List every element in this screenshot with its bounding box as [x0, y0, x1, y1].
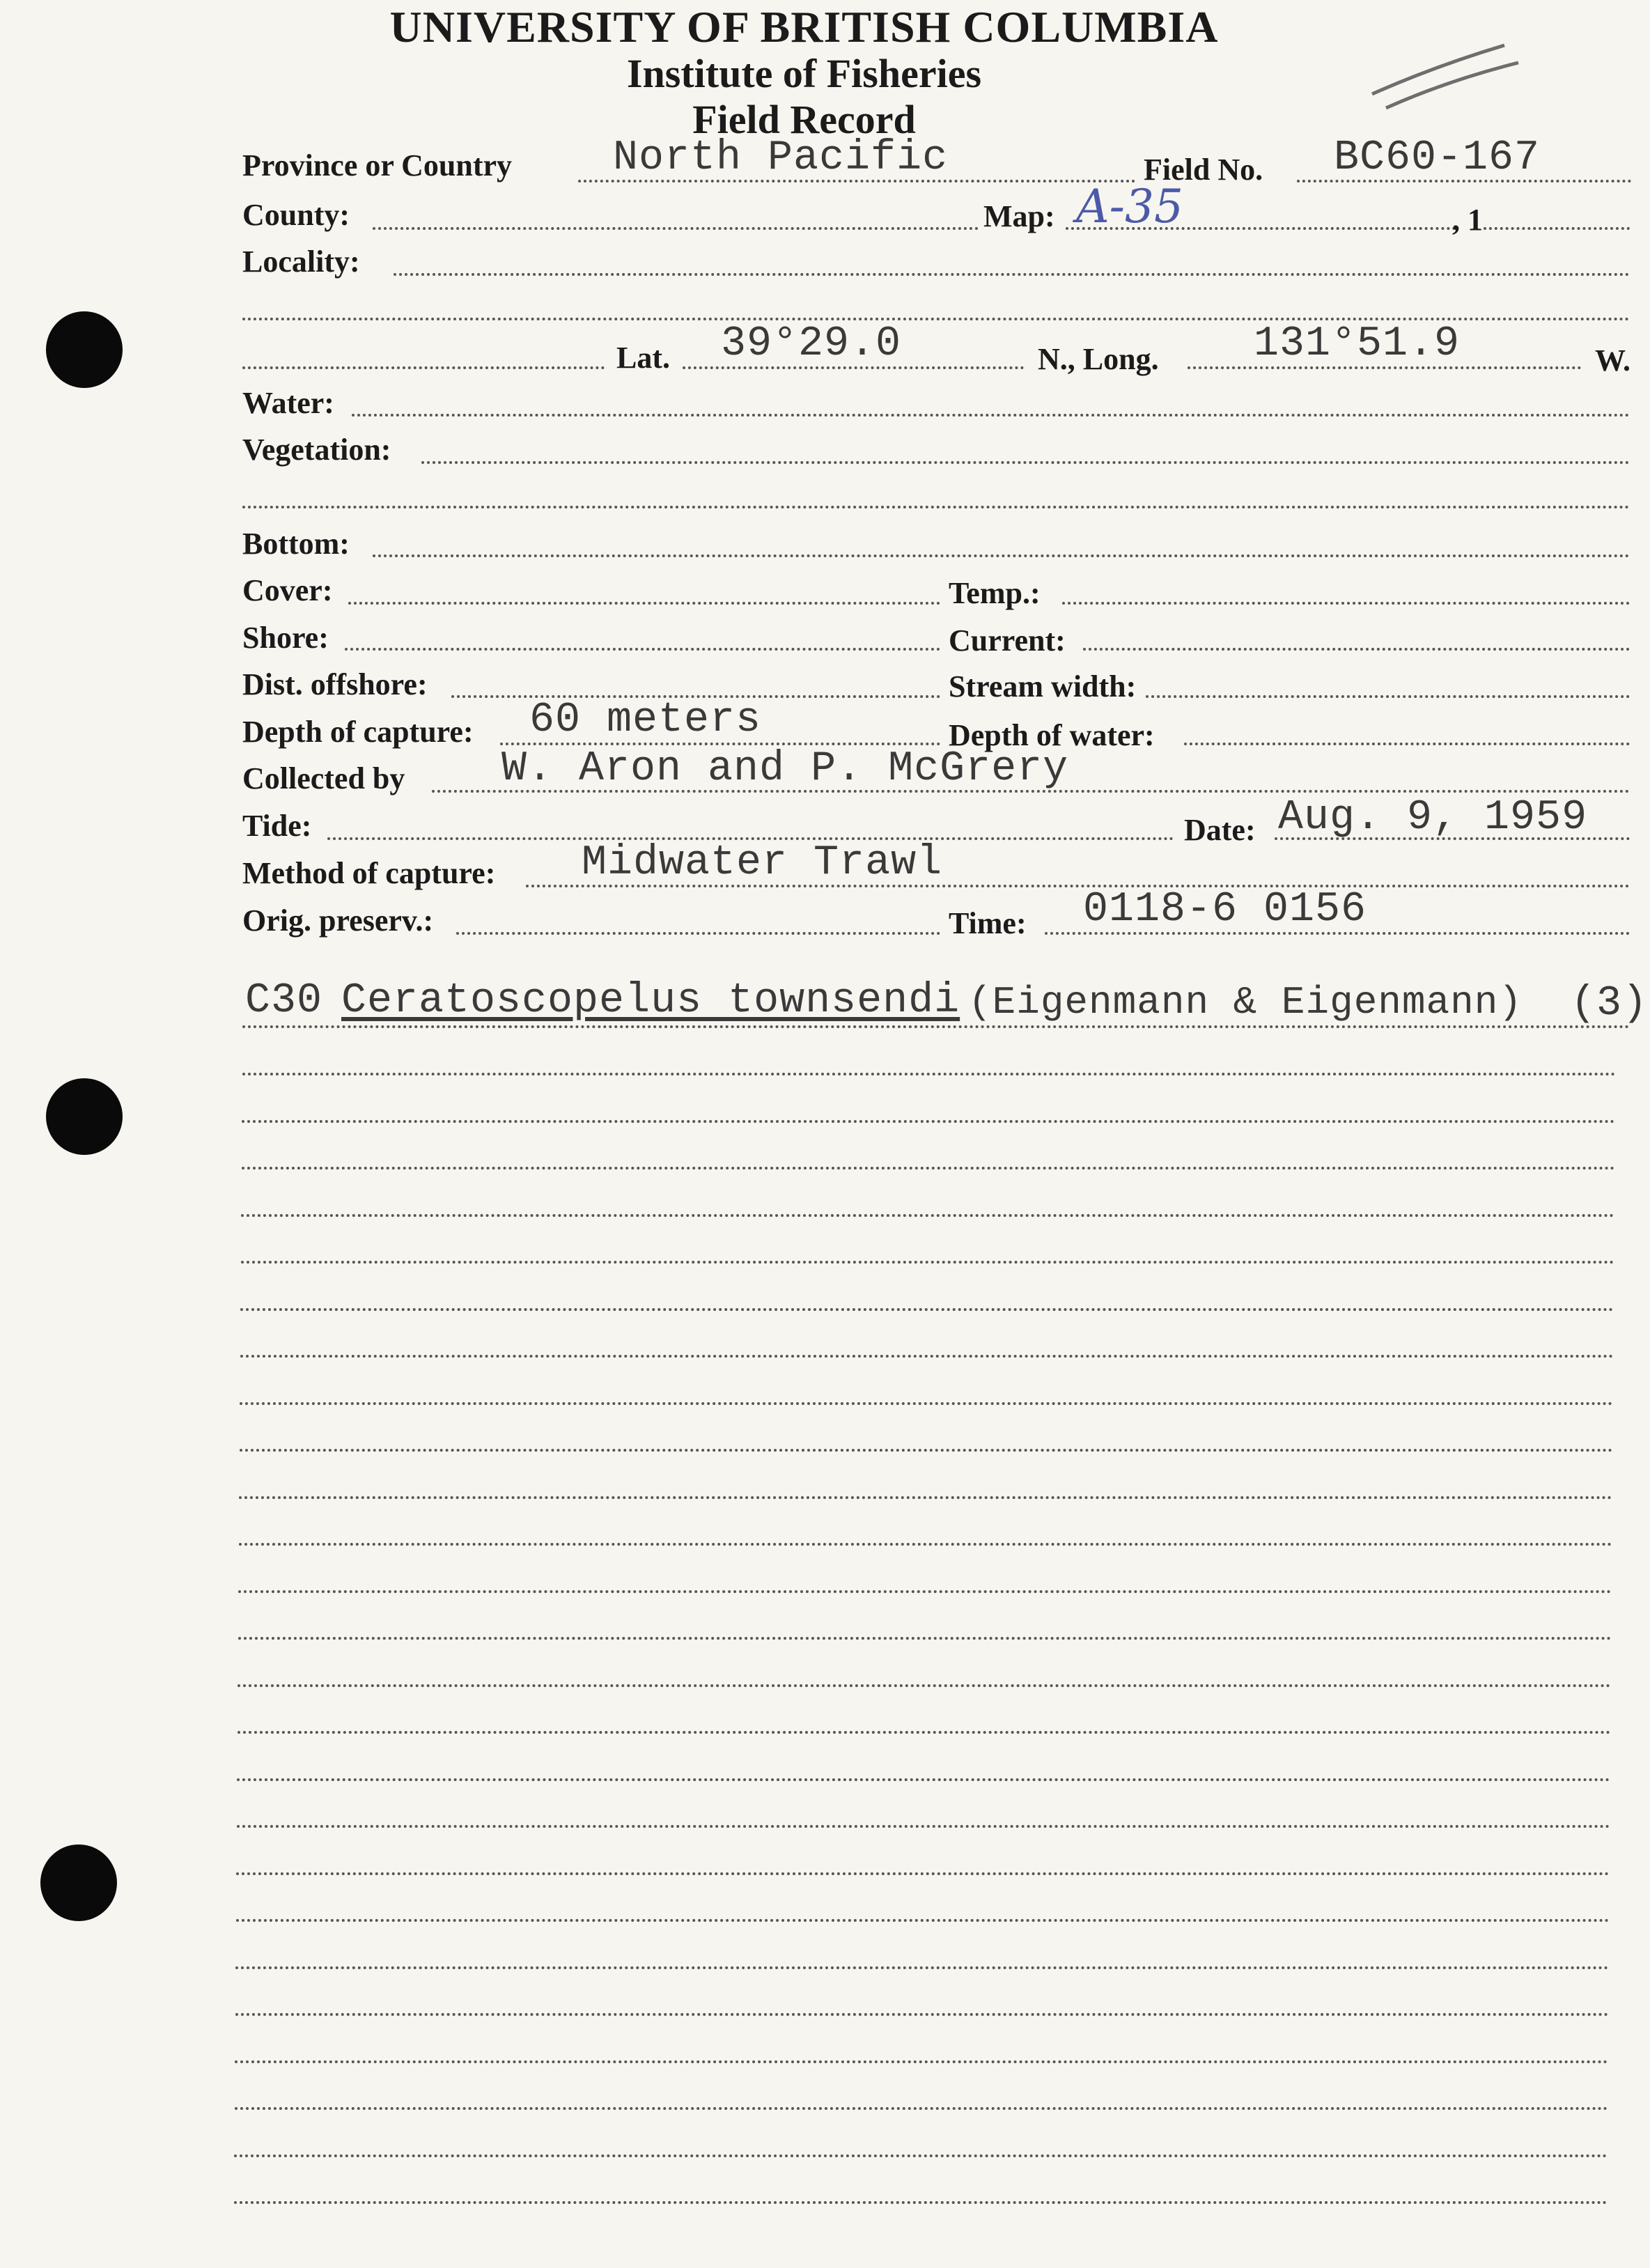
shore-label: Shore: — [242, 621, 329, 655]
collected-by-label: Collected by — [242, 761, 405, 795]
blank-ruled-line — [235, 2013, 1609, 2016]
stream-width-label: Stream width: — [949, 669, 1137, 704]
blank-ruled-line — [242, 1120, 1615, 1123]
county-line — [373, 227, 979, 230]
specimen-authority: (Eigenmann & Eigenmann) — [968, 980, 1523, 1025]
map-tail-line — [1484, 227, 1630, 230]
blank-ruled-line — [236, 1919, 1610, 1922]
vegetation-line-2 — [242, 506, 1630, 508]
blank-ruled-line — [234, 2201, 1608, 2204]
locality-label: Locality: — [242, 244, 360, 279]
punch-hole-bottom — [40, 1844, 117, 1921]
blank-ruled-line — [234, 2154, 1608, 2157]
tide-label: Tide: — [242, 809, 312, 843]
bottom-label: Bottom: — [242, 527, 350, 561]
date-value: Aug. 9, 1959 — [1278, 794, 1588, 841]
blank-ruled-line — [242, 1073, 1616, 1075]
collected-by-value: W. Aron and P. McGrery — [501, 745, 1069, 793]
time-label: Time: — [949, 906, 1027, 940]
blank-ruled-line — [236, 1872, 1610, 1875]
depth-capture-value: 60 meters — [529, 697, 762, 744]
long-value: 131°51.9 — [1254, 320, 1461, 368]
long-suffix: W. — [1595, 343, 1630, 378]
blank-ruled-line — [238, 1731, 1611, 1734]
water-line — [352, 414, 1630, 417]
blank-ruled-line — [241, 1261, 1614, 1264]
lat-label: Lat. — [616, 341, 670, 375]
blank-ruled-line — [235, 2060, 1608, 2063]
method-value: Midwater Trawl — [582, 839, 943, 887]
depth-water-line — [1184, 743, 1630, 745]
specimen-species: Ceratoscopelus townsendi — [341, 977, 960, 1025]
current-line — [1083, 648, 1630, 651]
blank-ruled-line — [235, 1966, 1609, 1969]
university-title: UNIVERSITY OF BRITISH COLUMBIA — [389, 2, 1219, 52]
cover-label: Cover: — [242, 573, 333, 607]
temp-line — [1062, 602, 1630, 605]
depth-water-label: Depth of water: — [949, 718, 1155, 752]
blank-ruled-line — [240, 1449, 1613, 1452]
field-no-label: Field No. — [1144, 153, 1263, 187]
water-label: Water: — [242, 386, 334, 420]
blank-ruled-line — [241, 1214, 1614, 1217]
stream-width-line — [1146, 695, 1630, 698]
province-value: North Pacific — [613, 134, 949, 182]
punch-hole-middle — [46, 1078, 123, 1155]
cover-line — [348, 602, 940, 605]
record-title: Field Record — [692, 97, 916, 142]
specimen-count: (3) — [1571, 980, 1649, 1027]
blank-ruled-line — [238, 1590, 1612, 1593]
specimen-code: C30 — [245, 977, 323, 1025]
date-label: Date: — [1184, 813, 1256, 847]
map-value: A-35 — [1076, 180, 1183, 233]
province-label: Province or Country — [242, 148, 512, 182]
blank-ruled-line — [238, 1637, 1612, 1640]
blank-ruled-line — [240, 1308, 1614, 1311]
dist-offshore-label: Dist. offshore: — [242, 667, 428, 701]
depth-capture-label: Depth of capture: — [242, 715, 474, 749]
lat-lead-line — [242, 366, 605, 369]
method-label: Method of capture: — [242, 856, 496, 890]
field-no-value: BC60-167 — [1334, 134, 1541, 182]
blank-ruled-line — [242, 1167, 1615, 1170]
blank-ruled-line — [238, 1684, 1611, 1687]
long-label: N., Long. — [1038, 342, 1159, 376]
specimen-line — [242, 1025, 1630, 1028]
map-label: Map: — [983, 199, 1055, 233]
blank-ruled-line — [239, 1496, 1612, 1499]
lat-value: 39°29.0 — [721, 320, 902, 368]
blank-ruled-line — [235, 2107, 1608, 2110]
vegetation-line — [421, 461, 1630, 464]
orig-preserv-line — [456, 932, 940, 935]
orig-preserv-label: Orig. preserv.: — [242, 903, 434, 938]
vegetation-label: Vegetation: — [242, 433, 391, 467]
blank-ruled-line — [237, 1778, 1610, 1781]
bottom-line — [373, 554, 1630, 557]
current-label: Current: — [949, 623, 1066, 658]
blank-ruled-line — [237, 1825, 1610, 1828]
punch-hole-top — [46, 311, 123, 388]
institute-title: Institute of Fisheries — [626, 51, 982, 96]
county-label: County: — [242, 198, 350, 232]
blank-ruled-line — [240, 1355, 1614, 1358]
blank-ruled-line — [239, 1543, 1612, 1546]
temp-label: Temp.: — [949, 576, 1041, 610]
shore-line — [345, 648, 940, 651]
locality-line — [394, 273, 1630, 276]
map-suffix: , 1 — [1452, 203, 1483, 237]
blank-ruled-line — [240, 1402, 1613, 1405]
time-value: 0118-6 0156 — [1083, 886, 1367, 933]
